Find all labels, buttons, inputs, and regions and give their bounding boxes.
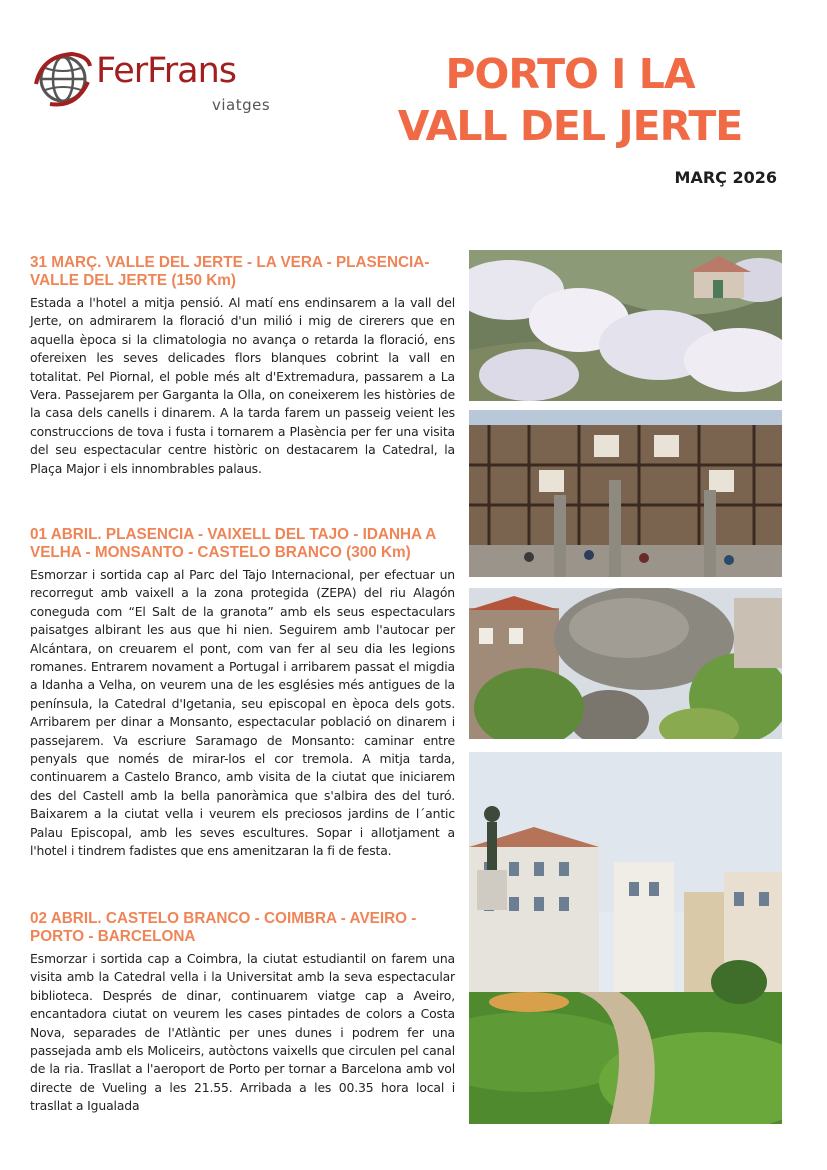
day-heading: 02 ABRIL. CASTELO BRANCO - COIMBRA - AVEIRO - PORTO - BARCELONA bbox=[30, 910, 417, 945]
logo-tagline: viatges bbox=[212, 96, 271, 114]
trip-date: MARÇ 2026 bbox=[674, 168, 777, 187]
day-description: Esmorzar i sortida cap a Coimbra, la ciutat estudiantil on farem una visita amb la Catedral vella i la Universitat amb la seva espectacular biblioteca. Després de dinar, continuarem viatge cap a Aveiro, encantadora ciutat on veurem les cases pintades de colors a Costa Nova, separades de l'Atlàntic per unes dunes i podrem fer una passejada amb els Moliceirs, autòctons vaixells que circulen pel canal de la ria. Trasllat a l'aeroport de Porto per tornar a Barcelona amb vol directe de Vueling a les 21.55. Arribada a les 00.35 hora local i trasllat a Igualada bbox=[30, 951, 455, 1114]
day-description: Esmorzar i sortida cap al Parc del Tajo Internacional, per efectuar un recorregut amb vaixell a la zona protegida (ZEPA) del riu Alagón coneguda com “El Salt de la granota” amb els seus espectaculars paisatges albirant les aus que hi nien. Seguirem amb l'autocar per Alcántara, on creuarem el pont, com van fer al seu dia les legions romanes. Entrarem novament a Portugal i arribarem passat el migdia a Idanha a Velha, on veurem una de les esglésies més antigues de la península, la Catedral d'Igetania, seu episcopal en època dels gots. Arribarem per dinar a Monsanto, espectacular població on dinarem i passejarem. Va escriure Saramago de Monsanto: caminar entre penyals que només de mirar-los el cor tremola. A mitja tarda, continuarem a Castelo Branco, amb visita de la ciutat que iniciarem des del Castell amb la bella panoràmica que s'albira des del turó. Baixarem a la ciutat vella i veurem els preciosos jardins de l´antic Palau Episcopal, amb les seves escultures. Sopar i allotjament a l'hotel i tindrem fadistes que ens amenitzaran la fi de festa. bbox=[30, 567, 455, 859]
day-section-3 bbox=[30, 910, 455, 1116]
day-section-1 bbox=[30, 254, 455, 478]
day-heading: 31 MARÇ. VALLE DEL JERTE - LA VERA - PLASENCIA- VALLE DEL JERTE (150 Km) bbox=[30, 254, 430, 289]
logo bbox=[32, 46, 282, 126]
day-section-2 bbox=[30, 526, 455, 861]
day-heading: 01 ABRIL. PLASENCIA - VAIXELL DEL TAJO - IDANHA A VELHA - MONSANTO - CASTELO BRANCO (300 Km) bbox=[30, 526, 436, 561]
photo-cherry-blossom-valley bbox=[469, 250, 782, 401]
day-description: Estada a l'hotel a mitja pensió. Al matí ens endinsarem a la vall del Jerte, on admirarem la floració d'un milió i mig de cirerers que en aquella època si la climatologia no avança o retarda la floració, ens ofereixen les seves delicades flors blanques cobrint la vall en totalitat. Pel Piornal, el poble més alt d'Extremadura, passarem a La Vera. Passejarem per Garganta la Olla, on coneixerem les històries de la casa dels canells i dinarem. A la tarda farem un passeig veient les construccions de tova i fusta i tornarem a Plasència per fer una visita del seu espectacular centre històric on destacarem la Catedral, la Plaça Major i els innombrables palaus. bbox=[30, 295, 455, 476]
photo-castelo-branco-gardens bbox=[469, 752, 782, 1124]
globe-icon bbox=[32, 48, 94, 110]
title-line-2: VALL DEL JERTE bbox=[397, 102, 743, 150]
photo-monsanto-boulder bbox=[469, 588, 782, 739]
title-line-1: PORTO I LA bbox=[445, 50, 695, 98]
logo-name: FerFrans bbox=[96, 51, 236, 91]
page-title bbox=[360, 48, 780, 152]
photo-half-timbered-square bbox=[469, 410, 782, 577]
